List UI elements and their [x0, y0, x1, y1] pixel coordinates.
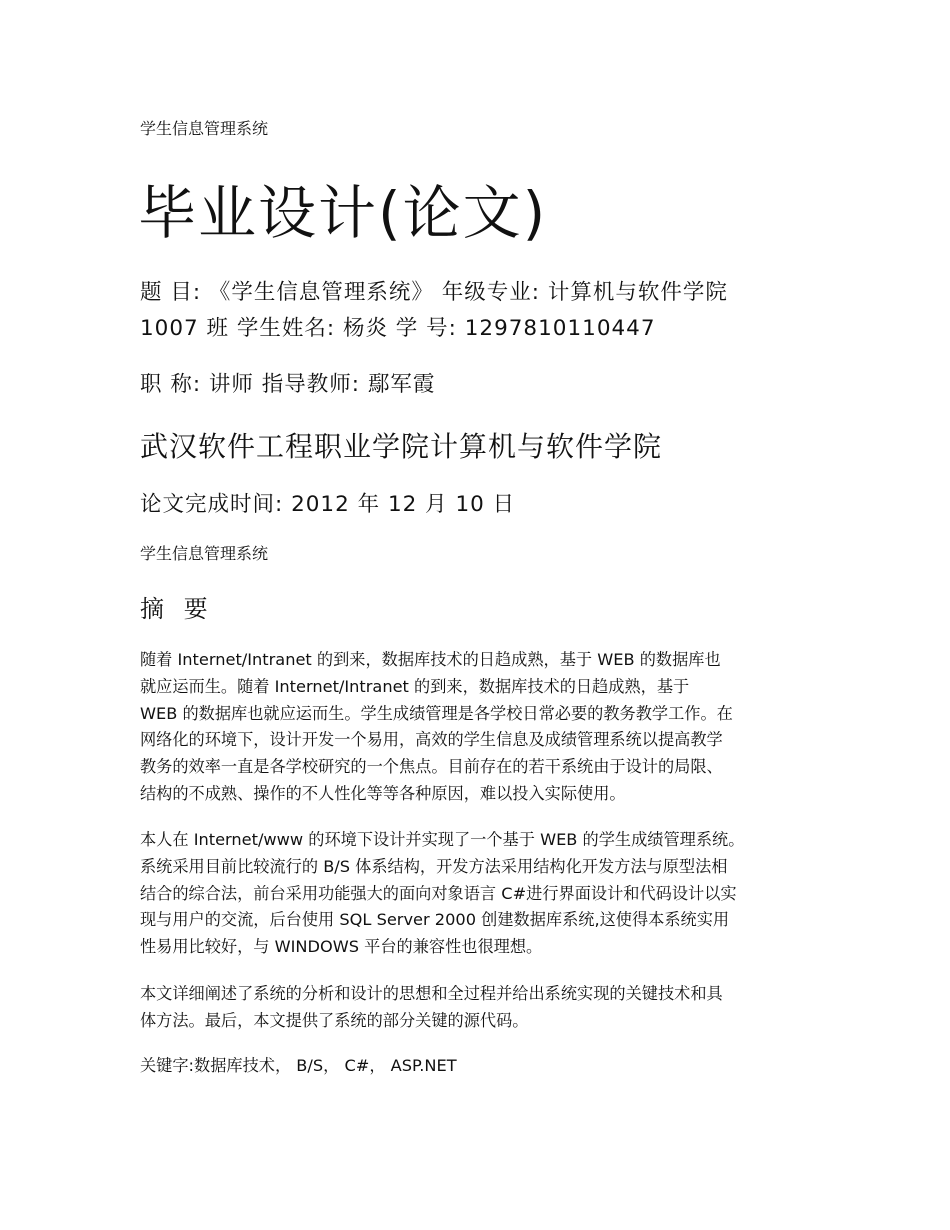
- paragraph-line: 结构的不成熟、操作的不人性化等等各种原因，难以投入实际使用。: [140, 783, 626, 803]
- paragraph-line: 就应运而生。随着 Internet/Intranet 的到来，数据库技术的日趋成熟，基于: [140, 676, 690, 696]
- abstract-paragraph-3: [140, 981, 820, 1035]
- school-name: 武汉软件工程职业学院计算机与软件学院: [140, 430, 663, 463]
- paragraph-line: 本文详细阐述了系统的分析和设计的思想和全过程并给出系统实现的关键技术和具: [140, 984, 723, 1003]
- paragraph-line: 现与用户的交流，后台使用 SQL Server 2000 创建数据库系统,这使得本系统实用: [140, 910, 730, 930]
- keywords-text: 关键字:数据库技术， B/S， C#， ASP.NET: [140, 1056, 457, 1075]
- thesis-title: 毕业设计(论文): [138, 179, 548, 247]
- running-header: 学生信息管理系统: [140, 119, 269, 138]
- info-line-topic-major: 题 目: 《学生信息管理系统》 年级专业: 计算机与软件学院: [140, 280, 728, 305]
- paragraph-line: 随着 Internet/Intranet 的到来，数据库技术的日趋成熟，基于 WEB 的数据库也: [140, 650, 721, 669]
- running-header-abstract: 学生信息管理系统: [140, 544, 269, 563]
- paragraph-line: 体方法。最后，本文提供了系统的部分关键的源代码。: [140, 1010, 529, 1030]
- abstract-paragraph-1: [140, 647, 820, 808]
- paragraph-line: 本人在 Internet/www 的环境下设计并实现了一个基于 WEB 的学生成绩管理系统。: [140, 830, 745, 849]
- paragraph-line: 性易用比较好，与 WINDOWS 平台的兼容性也很理想。: [140, 937, 543, 957]
- info-line-class-student: 1007 班 学生姓名: 杨炎 学 号: 1297810110447: [140, 316, 656, 341]
- paragraph-line: 教务的效率一直是各学校研究的一个焦点。目前存在的若干系统由于设计的局限、: [140, 757, 723, 777]
- paragraph-line: 结合的综合法，前台采用功能强大的面向对象语言 C#进行界面设计和代码设计以实: [140, 883, 737, 903]
- paragraph-line: 网络化的环境下，设计开发一个易用，高效的学生信息及成绩管理系统以提高教学: [140, 730, 723, 750]
- abstract-heading: 摘 要: [140, 595, 214, 623]
- paragraph-line: WEB 的数据库也就应运而生。学生成绩管理是各学校日常必要的教务教学工作。在: [140, 703, 733, 723]
- keywords-line: [140, 1053, 820, 1080]
- completion-date: 论文完成时间: 2012 年 12 月 10 日: [140, 492, 516, 517]
- info-line-advisor: 职 称: 讲师 指导教师: 鄢军霞: [140, 372, 436, 397]
- paragraph-line: 系统采用目前比较流行的 B/S 体系结构，开发方法采用结构化开发方法与原型法相: [140, 856, 728, 876]
- abstract-paragraph-2: [140, 827, 820, 961]
